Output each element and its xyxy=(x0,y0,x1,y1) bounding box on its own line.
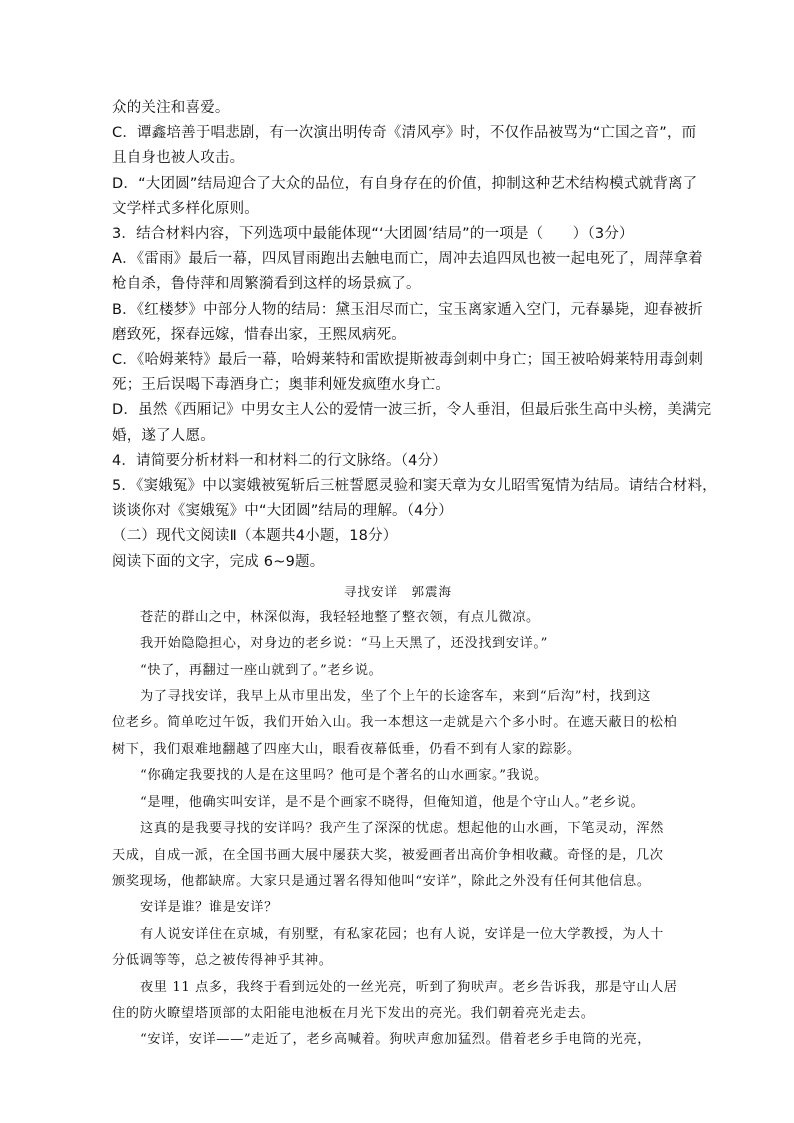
text-line: 众的关注和喜爱。 xyxy=(112,100,230,116)
text-line: D．“大团圆”结局迎合了大众的品位，有自身存在的价值，抑制这种艺术结构模式就背离了 xyxy=(112,175,698,192)
text-line: 5．《窦娥冤》中以窦娥被冤斩后三桩誓愿灵验和窦天章为女儿昭雪冤情为结局。请结合材料， xyxy=(112,478,717,495)
story-line: 这真的是我要寻找的安详吗？我产生了深深的忧虑。想起他的山水画，下笔灵动，浑然 xyxy=(140,821,664,837)
story-line: 安详是谁？谁是安详？ xyxy=(140,900,278,916)
text-line: 婚，遂了人愿。 xyxy=(112,427,215,444)
story-line: 夜里 11 点多，我终于看到远处的一丝光亮，听到了狗吠声。老乡告诉我，那是守山人居 xyxy=(140,979,678,995)
story-line: 住的防火瞭望塔顶部的太阳能电池板在月光下发出的亮光。我们朝着亮光走去。 xyxy=(112,1005,595,1021)
text-line: 阅读下面的文字，完成 6~9题。 xyxy=(112,553,325,570)
story-line: “是哩，他确实叫安详，是不是个画家不晓得，但俺知道，他是个守山人。”老乡说。 xyxy=(140,794,645,810)
text-line: 谈谈你对《窦娥冤》中“大团圆”结局的理解。（4分） xyxy=(112,503,453,520)
story-title: 寻找安详 郭震海 xyxy=(343,583,452,599)
story-line: “快了，再翻过一座山就到了。”老乡说。 xyxy=(140,662,383,678)
story-line: 分低调等等，总之被传得神乎其神。 xyxy=(112,953,333,969)
story-line: 颁奖现场，他都缺席。大家只是通过署名得知他叫“安详”，除此之外没有任何其他信息。 xyxy=(112,873,651,889)
question-section xyxy=(112,96,717,575)
story-line: “你确定我要找的人是在这里吗？他可是个著名的山水画家。”我说。 xyxy=(140,768,548,784)
text-line: 磨致死，探春远嫁，惜春出家，王熙凤病死。 xyxy=(112,326,406,343)
text-line: 文学样式多样化原则。 xyxy=(112,200,259,217)
story-line: 天成，自成一派，在全国书画大展中屡获大奖，被爱画者出高价争相收藏。奇怪的是，几次 xyxy=(112,847,664,863)
story-line: “安详，安详——”走近了，老乡高喊着。狗吠声愈加猛烈。借着老乡手电筒的光亮， xyxy=(140,1032,652,1048)
story-line: 我开始隐隐担心，对身边的老乡说：“马上天黑了，还没找到安详。” xyxy=(140,636,548,652)
text-line: 4．请简要分析材料一和材料二的行文脉络。（4分） xyxy=(112,452,447,469)
text-line: 且自身也被人攻击。 xyxy=(112,150,245,167)
story-line: 树下，我们艰难地翻越了四座大山，眼看夜幕低垂，仍看不到有人家的踪影。 xyxy=(112,741,581,757)
story-line: 苍茫的群山之中，林深似海，我轻轻地整了整衣领，有点儿微凉。 xyxy=(140,609,540,625)
document-page xyxy=(112,96,717,1054)
story-line: 有人说安详住在京城，有别墅，有私家花园；也有人说，安详是一位大学教授，为人十 xyxy=(140,926,664,942)
text-line: 死；王后误喝下毒酒身亡；奥菲利娅发疯堕水身亡。 xyxy=(112,377,451,394)
text-line: （二）现代文阅读Ⅱ（本题共4小题，18分） xyxy=(112,528,398,545)
text-line: C．《哈姆莱特》最后一幕，哈姆莱特和雷欧提斯被毒剑刺中身亡；国王被哈姆莱特用毒剑刺 xyxy=(112,352,704,369)
story-line: 为了寻找安详，我早上从市里出发，坐了个上午的长途客车，来到“后沟”村，找到这 xyxy=(140,689,652,705)
text-line: 3．结合材料内容，下列选项中最能体现“‘大团圆’结局”的一项是（ ）（3分） xyxy=(112,226,634,243)
text-line: B．《红楼梦》中部分人物的结局：黛玉泪尽而亡，宝玉离家遁入空门，元春暴毙，迎春被折 xyxy=(112,301,703,318)
story-text xyxy=(112,605,684,1054)
text-line: C．谭鑫培善于唱悲剧，有一次演出明传奇《清风亭》时，不仅作品被骂为“亡国之音”，而 xyxy=(112,125,697,142)
text-line: D．虽然《西厢记》中男女主人公的爱情一波三折，令人垂泪，但最后张生高中头榜，美满完 xyxy=(112,402,712,419)
story-line: 位老乡。简单吃过午饭，我们开始入山。我一本想这一走就是六个多小时。在遮天蔽日的松柏 xyxy=(112,715,678,731)
text-line: 枪自杀，鲁侍萍和周繁漪看到这样的场景疯了。 xyxy=(112,276,421,293)
text-line: A．《雷雨》最后一幕，四凤冒雨跑出去触电而亡，周冲去追四凤也被一起电死了，周萍拿着 xyxy=(112,251,703,268)
